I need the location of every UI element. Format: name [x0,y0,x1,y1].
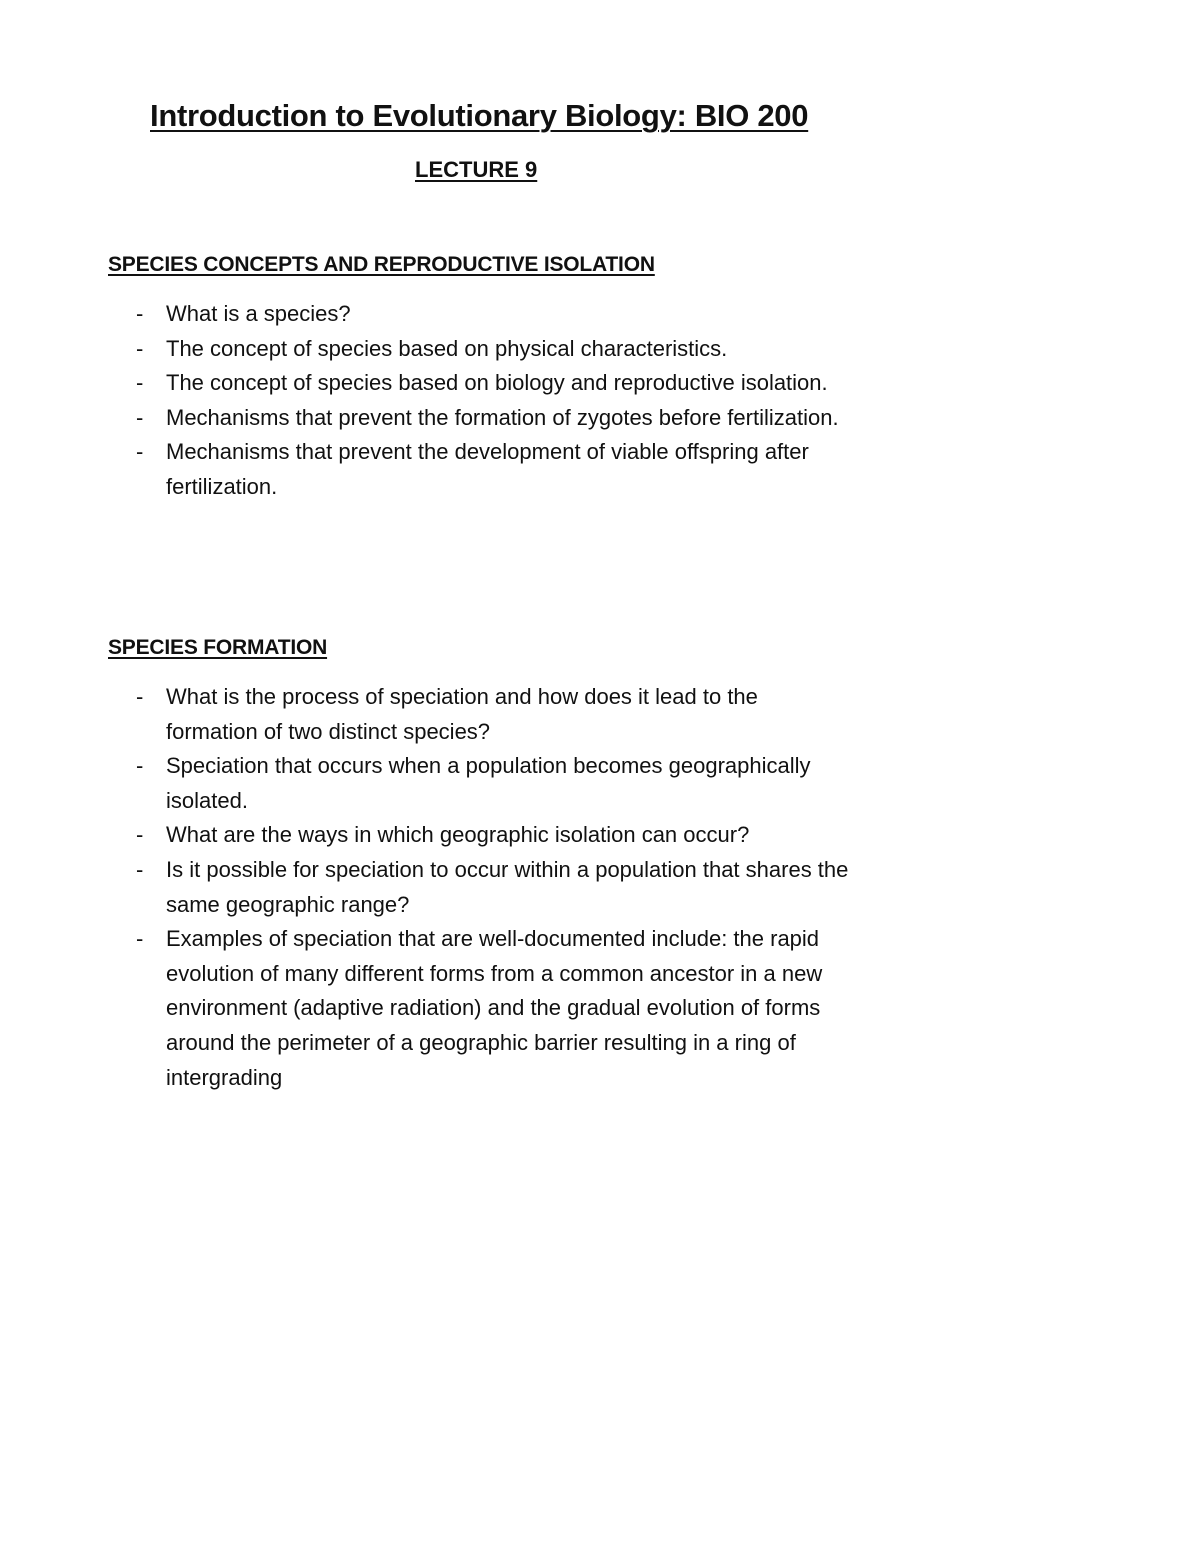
bullet-dash: - [136,439,144,465]
list-item-text: What are the ways in which geographic isolation can occur? [166,822,750,848]
list-item-text: What is the process of speciation and how does it lead to the formation of two distinct species? [166,684,758,744]
list-item-text: The concept of species based on biology and reproductive isolation. [166,370,828,396]
list-item [134,297,854,332]
bullet-dash: - [136,335,144,361]
list-item [134,749,854,818]
list-item [134,435,854,504]
bullet-dash: - [136,684,144,709]
list-item-text: The concept of species based on physical characteristics. [166,335,728,361]
bullet-dash: - [136,822,144,848]
bullet-dash: - [136,753,144,779]
list-item [134,366,854,401]
list-item [134,401,854,436]
list-item [134,853,854,922]
list-item-text: Mechanisms that prevent the development of viable offspring after fertilization. [166,439,809,499]
bullet-dash: - [136,370,144,396]
lecture-number: LECTURE 9 [415,157,538,182]
section-list-species-formation [134,680,854,1095]
list-item-text: Mechanisms that prevent the formation of zygotes before fertilization. [166,404,839,430]
list-item [134,922,854,1095]
list-item-text: Examples of speciation that are well-documented include: the rapid evolution of many different forms from a common ancestor in a new environment (adaptive radiation) and the gradual evolution of forms around the perimeter of a geographic barrier resulting in a ring of intergrading [166,926,823,1090]
list-item-text: Speciation that occurs when a population becomes geographically isolated. [166,753,811,813]
bullet-dash: - [136,301,144,326]
document-title: Introduction to Evolutionary Biology: BIO 200 [150,98,809,133]
list-item [134,680,854,749]
list-item [134,332,854,367]
section-heading-species-formation: SPECIES FORMATION [108,636,328,659]
bullet-dash: - [136,404,144,430]
bullet-dash: - [136,926,144,952]
list-item-text: Is it possible for speciation to occur within a population that shares the same geographic range? [166,856,849,917]
list-item-text: What is a species? [166,301,351,326]
section-list-reproductive-isolation [134,297,854,505]
section-heading-reproductive-isolation: SPECIES CONCEPTS AND REPRODUCTIVE ISOLATION [108,253,655,276]
list-item [134,818,854,853]
bullet-dash: - [136,856,144,882]
